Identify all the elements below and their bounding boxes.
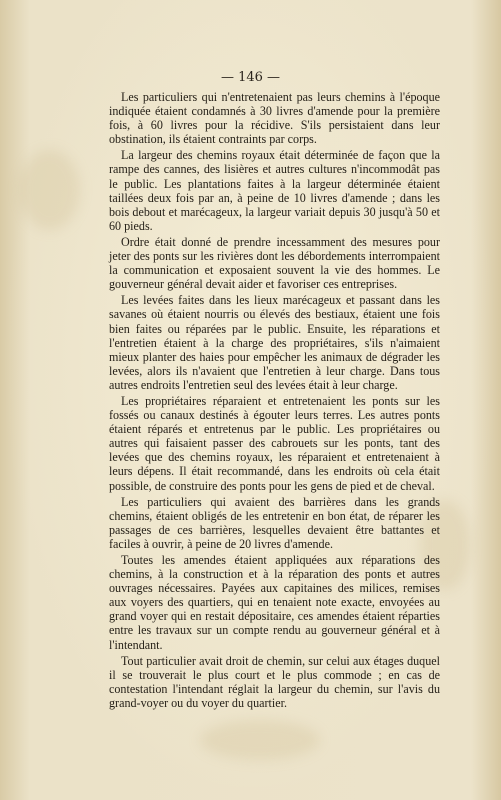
paragraph: Toutes les amendes étaient appliquées aux réparations des chemins, à la construction et à la réparation des ponts et autres ouvrages nécessaires. Payées aux capitaines des milices, remises aux voyers des quartiers, qui en tenaient note exacte, envoyées au grand voyer qui en restait dépositaire, ces amendes étaient réparties entre les travaux sur un compte rendu au gouverneur général et à l'intendant.: [109, 553, 440, 652]
body-text: [109, 90, 440, 712]
paper-stain: [20, 150, 80, 230]
paragraph: Les particuliers qui n'entretenaient pas leurs chemins à l'époque indiquée étaient condamnés à 30 livres d'amende pour la première fois, à 60 livres pour la récidive. S'ils persistaient dans leur obstination, ils étaient contraints par corps.: [109, 90, 440, 147]
paragraph: Tout particulier avait droit de chemin, sur celui aux étages duquel il se trouverait le plus court et le plus commode ; en cas de contestation l'intendant réglait la largeur du chemin, sur l'avis du grand-voyer ou du voyer du quartier.: [109, 653, 440, 710]
paragraph: La largeur des chemins royaux était déterminée de façon que la rampe des cannes, des lisières et autres cultures n'incommodât pas le public. Les plantations faites à la largeur déterminée étaient taillées deux fois par an, à peine de 10 livres d'amende ; dans les bois debout et marécageux, la largeur variait depuis 30 jusqu'à 50 et 60 pieds.: [109, 148, 440, 233]
paragraph: Les propriétaires réparaient et entretenaient les ponts sur les fossés ou canaux destinés à égouter leurs terres. Les autres ponts étaient réparés et entretenus par le public. Les propriétaires ou autres qui faisaient passer des cabrouets sur les ponts, tant des levées que des chemins royaux, les réparaient et entretenaient à leurs dépens. Il était recommandé, dans les endroits où cela était possible, de construire des ponts pour les gens de pied et de cheval.: [109, 393, 440, 493]
paragraph: Les particuliers qui avaient des barrières dans les grands chemins, étaient obligés de les entretenir en bon état, de réparer les passages de ces barrières, lesquelles devaient être battantes et faciles à ouvrir, à peine de 20 livres d'amende.: [109, 494, 440, 551]
paragraph: Les levées faites dans les lieux marécageux et passant dans les savanes où étaient nourris ou élevés des bestiaux, étaient une fois bien faites ou réparées par le public. Ensuite, les réparations et l'entretien étaient à la charge des propriétaires, s'ils n'aimaient mieux planter des haies pour empêcher les animaux de dégrader les levées, alors ils n'avaient que l'entretien à leur charge. Dans tous autres endroits l'entretien seul des levées était à leur charge.: [109, 293, 440, 392]
paragraph: Ordre était donné de prendre incessamment des mesures pour jeter des ponts sur les rivières dont les débordements interrompaient la communication et exposaient souvent la vie des hommes. Le gouverneur général devait aider et favoriser ces entreprises.: [109, 234, 440, 292]
paper-stain: [200, 720, 320, 760]
page-number: — 146 —: [220, 70, 281, 85]
